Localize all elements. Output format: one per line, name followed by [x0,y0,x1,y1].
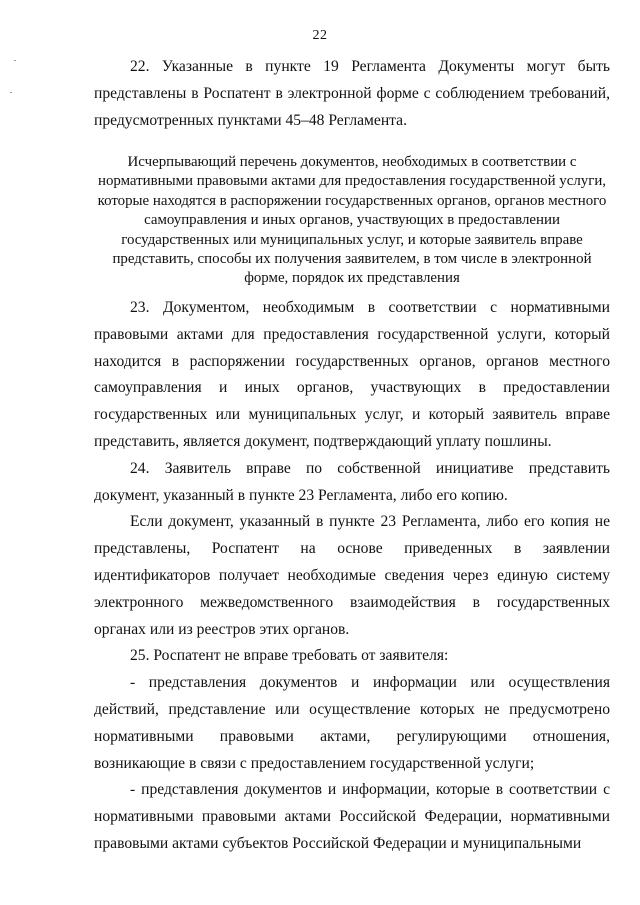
body-text [94,295,610,858]
scan-mark [10,92,12,93]
page-number: 22 [312,28,328,43]
scan-mark [14,60,16,61]
paragraph-24-continuation: Если документ, указанный в пункте 23 Регламента, либо его копия не представлены, Роспатент на основе приведенных в заявлении идентификаторов получает необходимые сведения через единую систему электронного межведомственного взаимодействия в государственных органах или из реестров этих органов. [94,513,610,638]
paragraph-23: 23. Документом, необходимым в соответствии с нормативными правовыми актами для предоставления государственной услуги, который находится в распоряжении государственных органов, органов местного самоуправления и иных органов, участвующих в предоставлении государственных или муниципальных услуг, и который заявитель вправе представить, является документ, подтверждающий уплату пошлины. [94,299,610,450]
paragraph-24: 24. Заявитель вправе по собственной инициативе представить документ, указанный в пункте 23 Регламента, либо его копию. [94,459,610,504]
paragraph-22-block [94,54,610,134]
paragraph-25-item-1: - представления документов и информации или осуществления действий, представление или осуществление которых не предусмотрено нормативными правовыми актами, регулирующими отношения, возникающие в связи с предоставлением государственной услуги; [94,674,610,772]
paragraph-22: 22. Указанные в пункте 19 Регламента Документы могут быть представлены в Роспатент в электронной форме с соблюдением требований, предусмотренных пунктами 45–48 Регламента. [94,58,610,129]
paragraph-25-item-2: - представления документов и информации, которые в соответствии с нормативными правовыми актами Российской Федерации, нормативными правовыми актами субъектов Российской Федерации и муниципальными [94,781,610,852]
paragraph-25: 25. Роспатент не вправе требовать от заявителя: [130,647,449,665]
section-heading: Исчерпывающий перечень документов, необходимых в соответствии с нормативными правовыми актами для предоставления государственной услуги, которые находятся в распоряжении государственных органов, органов местного самоуправления и иных органов, участвующих в предоставлении государственных или муниципальных услуг, и которые заявитель вправе представить, способы их получения заявителем, в том числе в электронной форме, порядок их представления [97,154,607,287]
